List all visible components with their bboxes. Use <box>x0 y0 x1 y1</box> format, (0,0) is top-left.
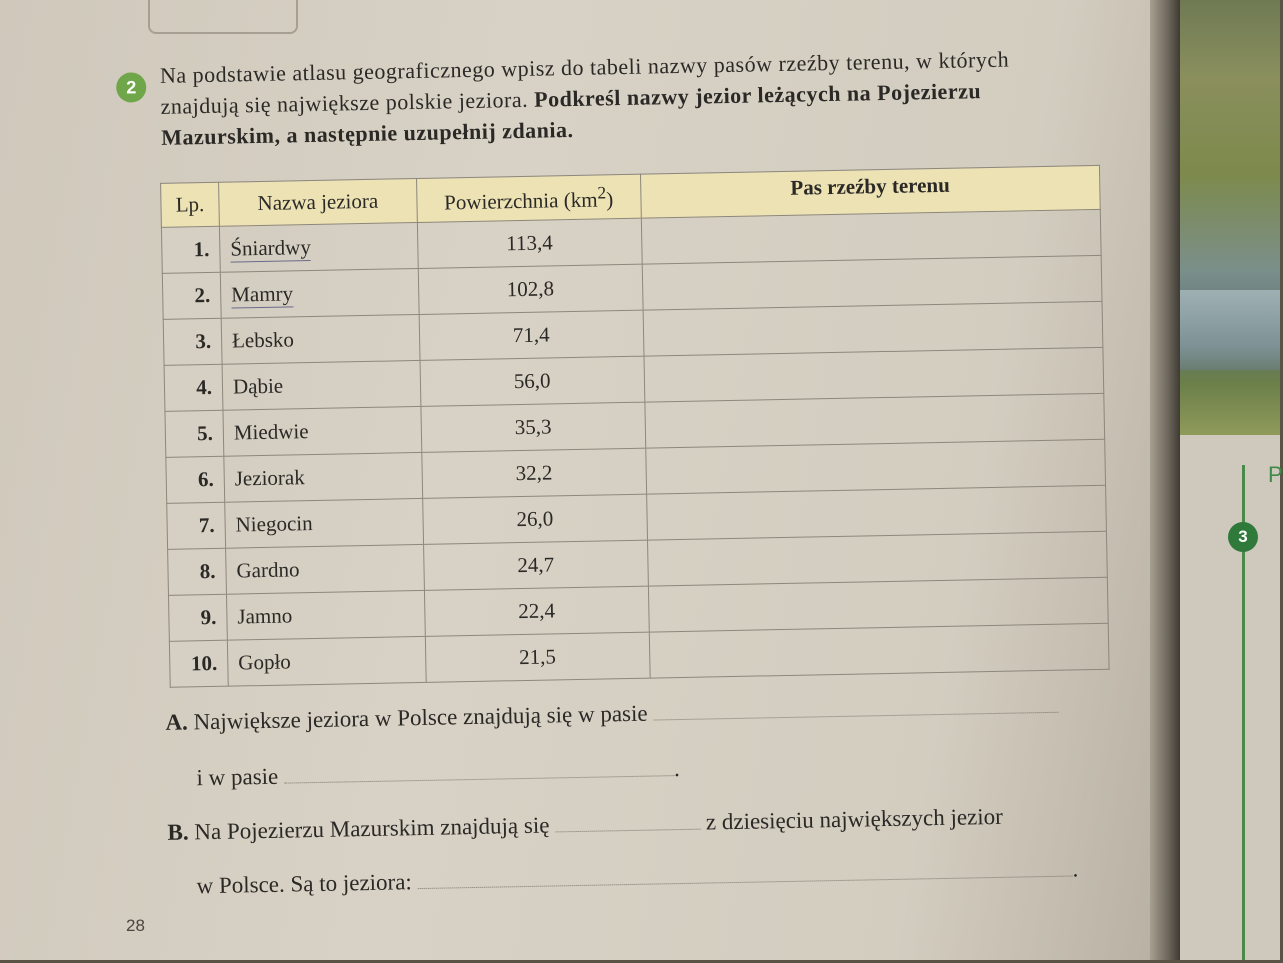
row-lake-name-cell <box>227 636 426 686</box>
lake-name: Mamry <box>230 281 294 307</box>
row-area: 21,5 <box>425 632 650 682</box>
row-lp: 10. <box>169 640 228 687</box>
row-area: 113,4 <box>417 218 642 268</box>
instruction-bold-text: Podkreśl nazwy jezior leżących na Pojezierzu Mazurskim, a następnie uzupełnij zdania. <box>160 78 982 150</box>
instruction-text: Na podstawie atlasu geograficznego wpisz do tabeli nazwy pasów rzeźby terenu, w których znajdują się największe polskie jeziora. <box>159 46 1010 119</box>
row-area: 32,2 <box>422 448 647 498</box>
row-area: 22,4 <box>424 586 649 636</box>
lakes-table <box>160 165 1110 688</box>
header-belt: Pas rzeźby terenu <box>640 165 1100 218</box>
row-area: 26,0 <box>422 494 647 544</box>
exercise-instruction <box>160 42 1082 153</box>
facing-page-letter: P <box>1268 462 1283 487</box>
row-lake-name-cell <box>224 452 423 502</box>
row-area: 24,7 <box>423 540 648 590</box>
task-a-blank-2[interactable] <box>284 754 674 783</box>
lake-name: Jamno <box>237 603 293 629</box>
header-area-close: ) <box>606 186 614 211</box>
row-lake-name-cell <box>222 360 421 410</box>
task-a-line2 <box>196 754 680 791</box>
table-body <box>161 209 1109 687</box>
task-b-text-mid: z dziesięciu największych jezior <box>705 803 1004 835</box>
row-area: 71,4 <box>419 310 644 360</box>
row-lp: 3. <box>163 318 222 365</box>
row-area: 56,0 <box>420 356 645 406</box>
lake-name: Dąbie <box>232 373 284 399</box>
row-lp: 5. <box>165 410 224 457</box>
row-lp: 6. <box>166 456 225 503</box>
task-b-blank-1[interactable] <box>555 808 700 833</box>
lake-name: Łebsko <box>231 327 295 353</box>
task-a-period: . <box>673 756 680 782</box>
row-lake-name-cell <box>226 544 425 594</box>
task-a-text: Największe jeziora w Polsce znajdują się w pasie <box>193 700 648 735</box>
header-area-text: Powierzchnia (km <box>443 187 598 214</box>
lake-name: Gopło <box>238 649 291 675</box>
exercise-number-badge: 2 <box>116 72 147 103</box>
row-lake-name-cell <box>220 268 419 318</box>
row-lake-name-cell <box>221 314 420 364</box>
task-a-text2: i w pasie <box>196 763 279 791</box>
row-lake-name-cell <box>223 406 422 456</box>
completion-tasks <box>165 689 1125 899</box>
lake-photo-water <box>1165 290 1280 370</box>
row-lake-name-cell <box>226 590 425 640</box>
page-number: 28 <box>126 916 145 935</box>
row-lp: 2. <box>162 272 221 319</box>
row-lp: 1. <box>161 226 220 273</box>
row-lp: 4. <box>164 364 223 411</box>
task-b-period: . <box>1072 856 1079 882</box>
task-a-label: A. <box>165 709 189 735</box>
row-belt-input[interactable] <box>649 623 1109 678</box>
row-lp: 9. <box>168 594 227 641</box>
row-area: 102,8 <box>418 264 643 314</box>
task-b-text: Na Pojezierzu Mazurskim znajdują się <box>194 812 550 845</box>
header-area <box>416 174 641 222</box>
row-lake-name-cell <box>219 222 418 272</box>
row-lp: 8. <box>168 548 227 595</box>
task-b-blank-2[interactable] <box>417 855 1072 890</box>
header-lp: Lp. <box>161 182 220 227</box>
task-b-line1 <box>167 802 1003 846</box>
task-b-text2: w Polsce. Są to jeziora: <box>196 869 413 899</box>
lake-name: Miedwie <box>233 419 309 445</box>
row-area: 35,3 <box>421 402 646 452</box>
task-b-label: B. <box>167 819 189 845</box>
task-a-blank-1[interactable] <box>653 691 1058 721</box>
header-area-sup: 2 <box>597 181 607 203</box>
row-lp: 7. <box>167 502 226 549</box>
task-b-line2 <box>196 854 1078 899</box>
lake-name: Jeziorak <box>234 465 305 491</box>
row-lake-name-cell <box>225 498 424 548</box>
header-name: Nazwa jeziora <box>219 178 418 226</box>
lake-name: Gardno <box>236 557 300 583</box>
facing-exercise-badge: 3 <box>1228 522 1258 552</box>
lake-name: Niegocin <box>235 511 313 537</box>
task-a-line1 <box>165 691 1058 736</box>
lake-name: Śniardwy <box>230 235 312 261</box>
